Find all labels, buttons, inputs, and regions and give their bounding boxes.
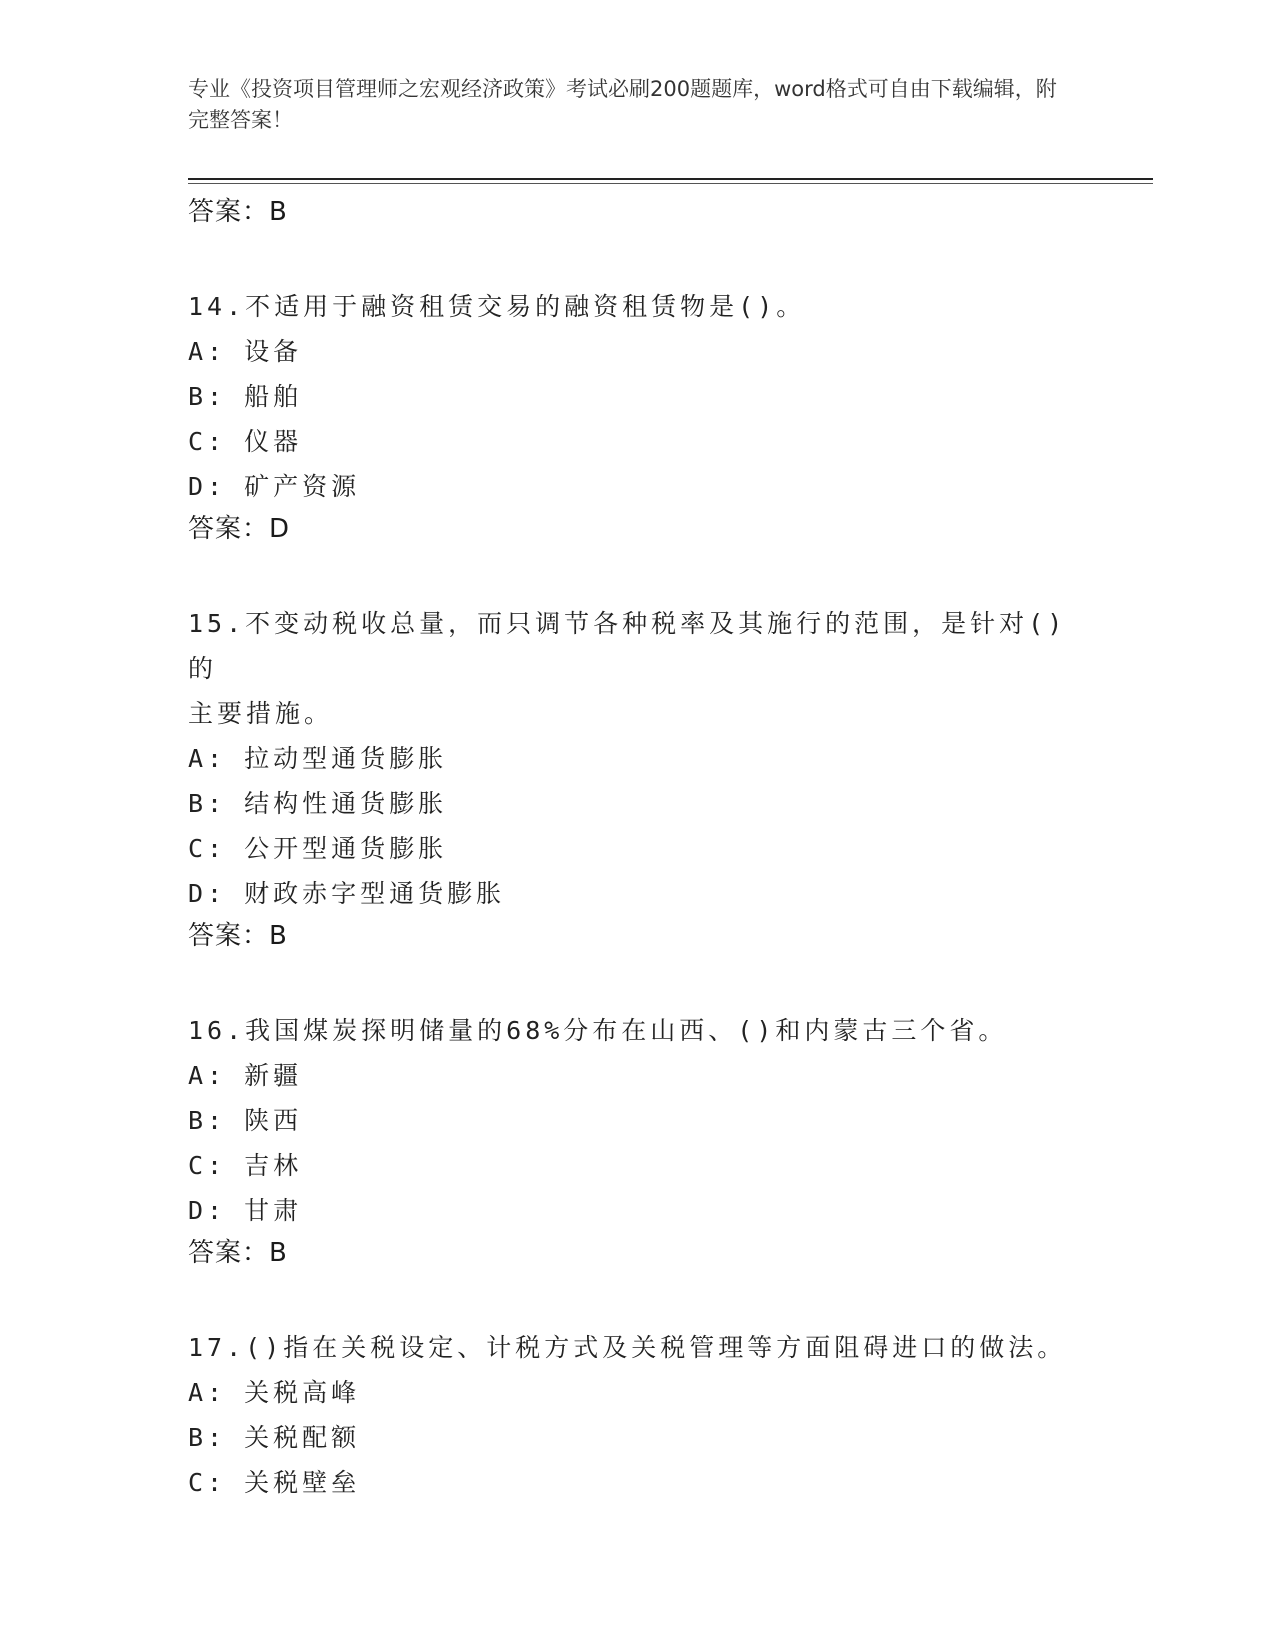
option-text: 关税高峰 [244, 1378, 361, 1407]
option-a [188, 1053, 1088, 1098]
option-d [188, 1188, 1088, 1233]
option-text: 甘肃 [244, 1196, 303, 1225]
option-text: 船舶 [244, 382, 303, 411]
answer: 答案：B [188, 1238, 288, 1268]
question-content [188, 192, 1088, 1505]
option-text: 结构性通货膨胀 [244, 789, 448, 818]
option-label: D: [188, 472, 227, 501]
option-c [188, 1143, 1088, 1188]
option-text: 矿产资源 [244, 472, 361, 501]
option-text: 关税壁垒 [244, 1468, 361, 1497]
option-text: 关税配额 [244, 1423, 361, 1452]
header-rule-thin [188, 183, 1153, 184]
option-b [188, 1415, 1088, 1460]
option-b [188, 781, 1088, 826]
option-d [188, 464, 1088, 509]
option-label: A: [188, 337, 227, 366]
option-text: 陕西 [244, 1106, 303, 1135]
question-14 [188, 284, 1088, 549]
option-c [188, 1460, 1088, 1505]
document-header: 专业《投资项目管理师之宏观经济政策》考试必刷200题题库，word格式可自由下载编辑，附完整答案！ [188, 77, 1057, 132]
question-stem-line1: 15.不变动税收总量，而只调节各种税率及其施行的范围，是针对()的 [188, 609, 1067, 683]
option-text: 吉林 [244, 1151, 303, 1180]
option-label: B: [188, 1106, 227, 1135]
option-label: C: [188, 1151, 227, 1180]
answer: 答案：B [188, 921, 288, 951]
option-label: B: [188, 382, 227, 411]
option-label: A: [188, 1061, 227, 1090]
spacer [188, 549, 1088, 601]
header-rule-thick [188, 178, 1153, 180]
option-text: 仪器 [244, 427, 303, 456]
option-label: C: [188, 834, 227, 863]
question-stem: 16.我国煤炭探明储量的68%分布在山西、()和内蒙古三个省。 [188, 1016, 1008, 1045]
question-15 [188, 601, 1088, 956]
answer: 答案：D [188, 514, 291, 544]
question-stem: 17.()指在关税设定、计税方式及关税管理等方面阻碍进口的做法。 [188, 1333, 1067, 1362]
option-label: C: [188, 1468, 227, 1497]
option-label: D: [188, 1196, 227, 1225]
option-a [188, 1370, 1088, 1415]
option-d [188, 871, 1088, 916]
option-text: 财政赤字型通货膨胀 [244, 879, 506, 908]
option-text: 新疆 [244, 1061, 303, 1090]
spacer [188, 1273, 1088, 1325]
option-label: A: [188, 1378, 227, 1407]
option-text: 设备 [244, 337, 303, 366]
option-text: 拉动型通货膨胀 [244, 744, 448, 773]
option-label: B: [188, 789, 227, 818]
option-text: 公开型通货膨胀 [244, 834, 448, 863]
option-a [188, 329, 1088, 374]
spacer [188, 956, 1088, 1008]
question-17 [188, 1325, 1088, 1505]
question-16 [188, 1008, 1088, 1273]
question-stem-line2: 主要措施。 [188, 699, 334, 728]
option-c [188, 826, 1088, 871]
option-label: B: [188, 1423, 227, 1452]
answer-previous: 答案：B [188, 197, 288, 227]
option-label: D: [188, 879, 227, 908]
option-b [188, 374, 1088, 419]
option-b [188, 1098, 1088, 1143]
option-a [188, 736, 1088, 781]
option-c [188, 419, 1088, 464]
option-label: A: [188, 744, 227, 773]
option-label: C: [188, 427, 227, 456]
question-stem: 14.不适用于融资租赁交易的融资租赁物是()。 [188, 292, 806, 321]
spacer [188, 232, 1088, 284]
